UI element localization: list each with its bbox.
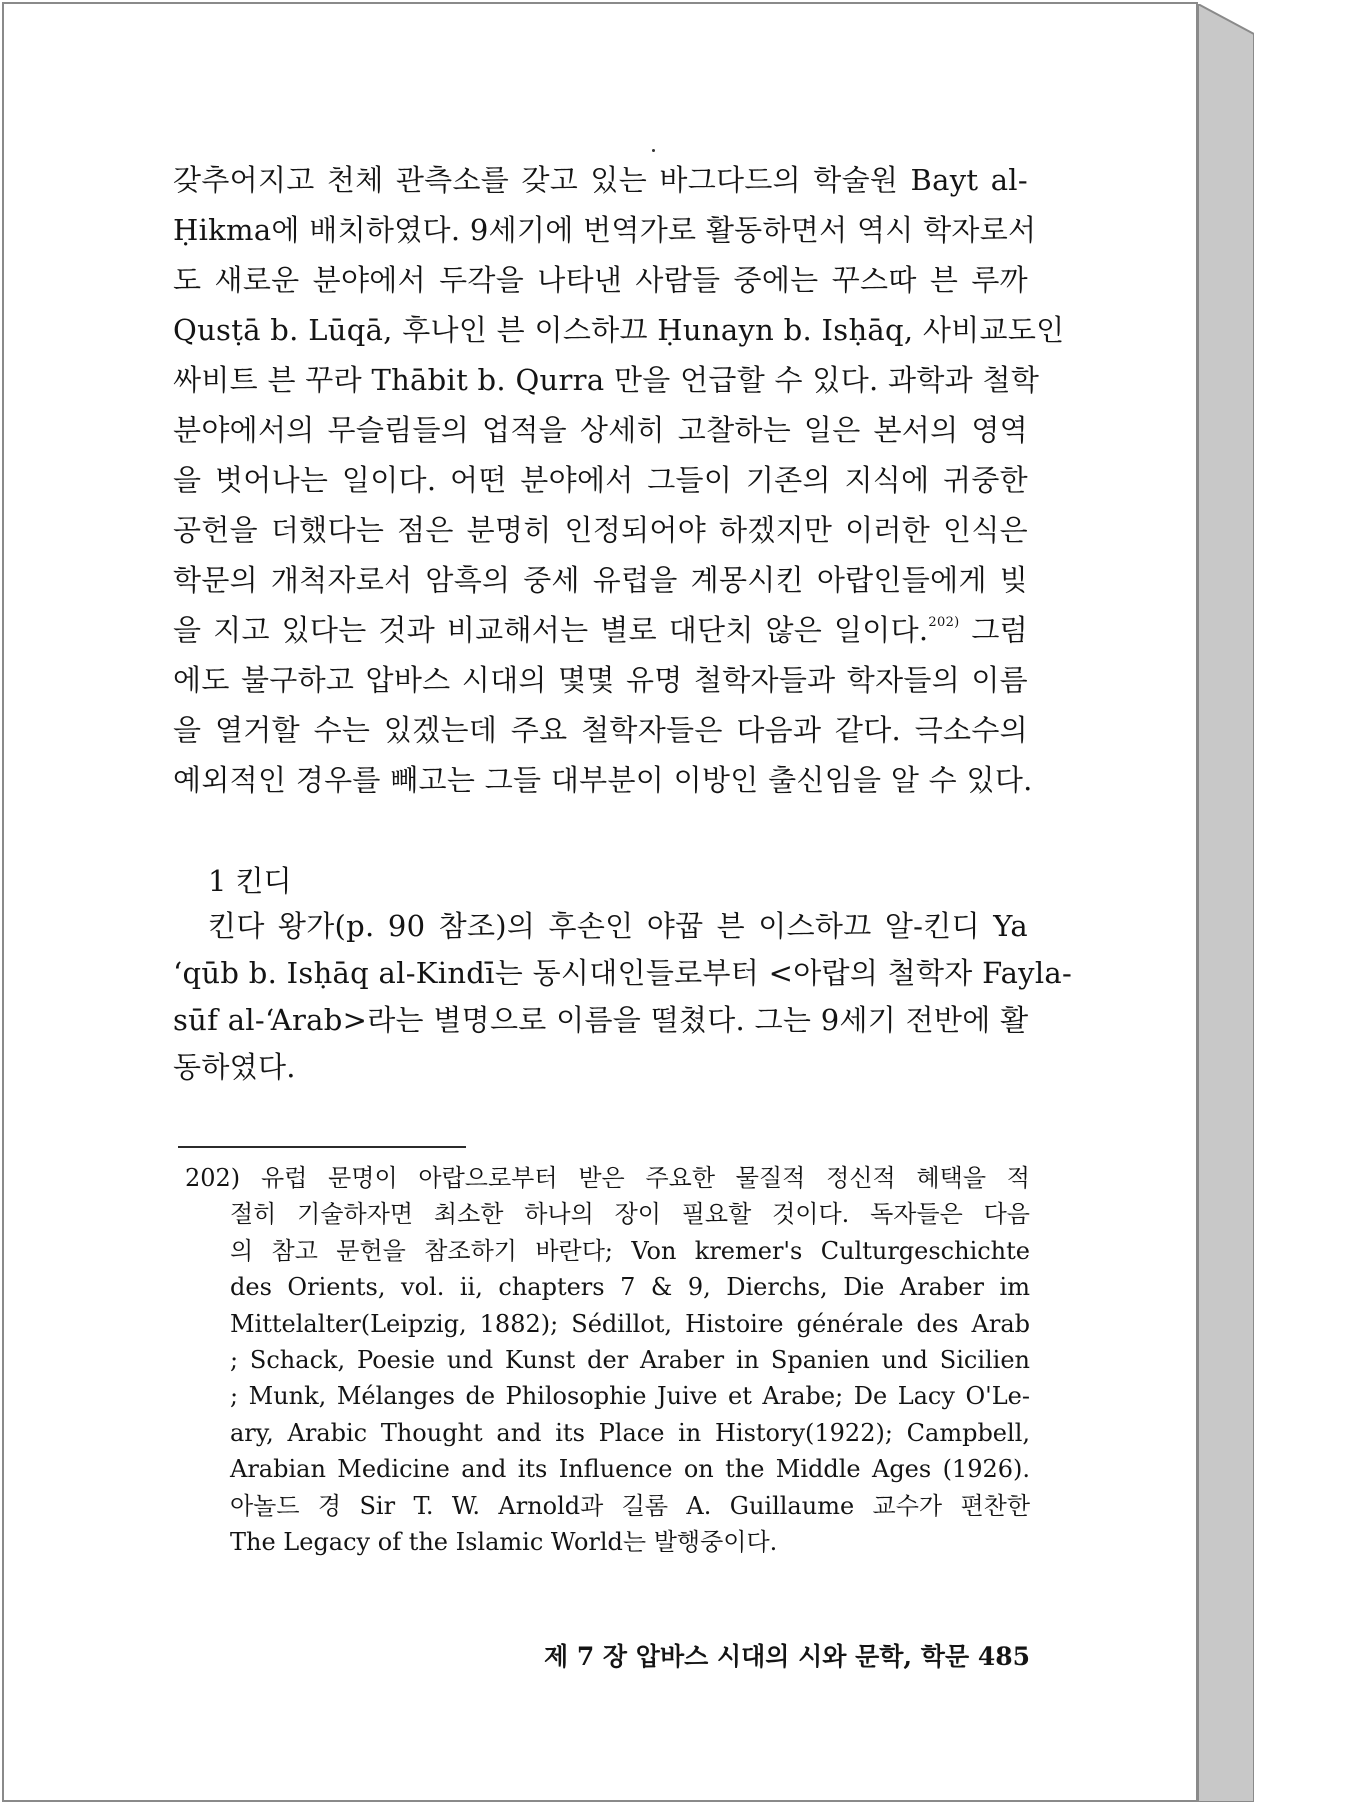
section-line: 동하였다. <box>173 1050 296 1084</box>
footnote-line: ary, Arabic Thought and its Place in History(1922); Campbell, <box>230 1418 1030 1447</box>
body-line: 싸비트 븐 꾸라 Thābit b. Qurra 만을 언급할 수 있다. 과학과 철학 <box>173 363 1040 397</box>
body-line: 을 벗어나는 일이다. 어떤 분야에서 그들이 기존의 지식에 귀중한 <box>173 463 1028 497</box>
footnote-line: des Orients, vol. ii, chapters 7 & 9, Dierchs, Die Araber im <box>230 1273 1030 1302</box>
footnote-line: ; Schack, Poesie und Kunst der Araber in Spanien und Sicilien <box>230 1345 1030 1374</box>
page-edge <box>1198 4 1254 1802</box>
footnote-line: 202) 유럽 문명이 아랍으로부터 받은 주요한 물질적 정신적 혜택을 적 <box>185 1164 1030 1192</box>
footnote-line: 의 참고 문헌을 참조하기 바란다; Von kremer's Culturgeschichte <box>230 1236 1030 1265</box>
body-line: 갖추어지고 천체 관측소를 갖고 있는 바그다드의 학술원 Bayt al- <box>173 163 1028 197</box>
footnote-line: Mittelalter(Leipzig, 1882); Sédillot, Histoire générale des Arab <box>230 1309 1030 1338</box>
footnote-line: ; Munk, Mélanges de Philosophie Juive et Arabe; De Lacy O'Le- <box>230 1382 1030 1411</box>
footnote-line: 절히 기술하자면 최소한 하나의 장이 필요할 것이다. 독자들은 다음 <box>230 1200 1030 1229</box>
footnote-reference[interactable]: 202) <box>928 615 960 630</box>
body-line: 에도 불구하고 압바스 시대의 몇몇 유명 철학자들과 학자들의 이름 <box>173 663 1028 697</box>
section-line: sūf al-ʻArab>라는 별명으로 이름을 떨쳤다. 그는 9세기 전반에 활 <box>173 1003 1029 1037</box>
body-line: 공헌을 더했다는 점은 분명히 인정되어야 하겠지만 이러한 인식은 <box>173 513 1028 547</box>
footnote-line: The Legacy of the Islamic World는 발행중이다. <box>230 1527 778 1556</box>
body-line: 예외적인 경우를 빼고는 그들 대부분이 이방인 출신임을 알 수 있다. <box>173 763 1033 797</box>
footnote-line: Arabian Medicine and its Influence on the Middle Ages (1926). <box>230 1455 1030 1484</box>
footnote-line: 아놀드 경 Sir T. W. Arnold과 길롬 A. Guillaume 교수가 편찬한 <box>230 1491 1030 1520</box>
body-line: 을 열거할 수는 있겠는데 주요 철학자들은 다음과 같다. 극소수의 <box>173 713 1028 747</box>
body-line: 학문의 개척자로서 암흑의 중세 유럽을 계몽시킨 아랍인들에게 빚 <box>173 563 1028 597</box>
body-line-text: 을 지고 있다는 것과 비교해서는 별로 대단치 않은 일이다. <box>173 613 929 647</box>
body-line-with-footnote <box>173 605 1028 655</box>
body-line: Ḥikma에 배치하였다. 9세기에 번역가로 활동하면서 역시 학자로서 <box>173 213 1037 247</box>
body-paragraph <box>173 155 1065 805</box>
body-line: 분야에서의 무슬림들의 업적을 상세히 고찰하는 일은 본서의 영역 <box>173 413 1028 447</box>
footnote-block <box>185 1160 1030 1560</box>
print-speck <box>652 149 655 152</box>
running-footer: 제 7 장 압바스 시대의 시와 문학, 학문 485 <box>543 1642 1030 1671</box>
section-paragraph <box>173 903 1073 1091</box>
body-line-tail: 그럼 <box>971 613 1028 647</box>
section-line: 킨다 왕가(p. 90 참조)의 후손인 야꿉 븐 이스하끄 알-킨디 Ya <box>208 909 1028 943</box>
section-heading: 1 킨디 <box>208 864 292 898</box>
body-line: 도 새로운 분야에서 두각을 나타낸 사람들 중에는 꾸스따 븐 루까 <box>173 263 1028 297</box>
section-line: ʻqūb b. Isḥāq al-Kindī는 동시대인들로부터 <아랍의 철학자 Fayla- <box>173 956 1073 990</box>
body-line: Qusṭā b. Lūqā, 후나인 븐 이스하끄 Ḥunayn b. Isḥāq, 사비교도인 <box>173 313 1065 347</box>
footnote-divider <box>178 1146 466 1148</box>
